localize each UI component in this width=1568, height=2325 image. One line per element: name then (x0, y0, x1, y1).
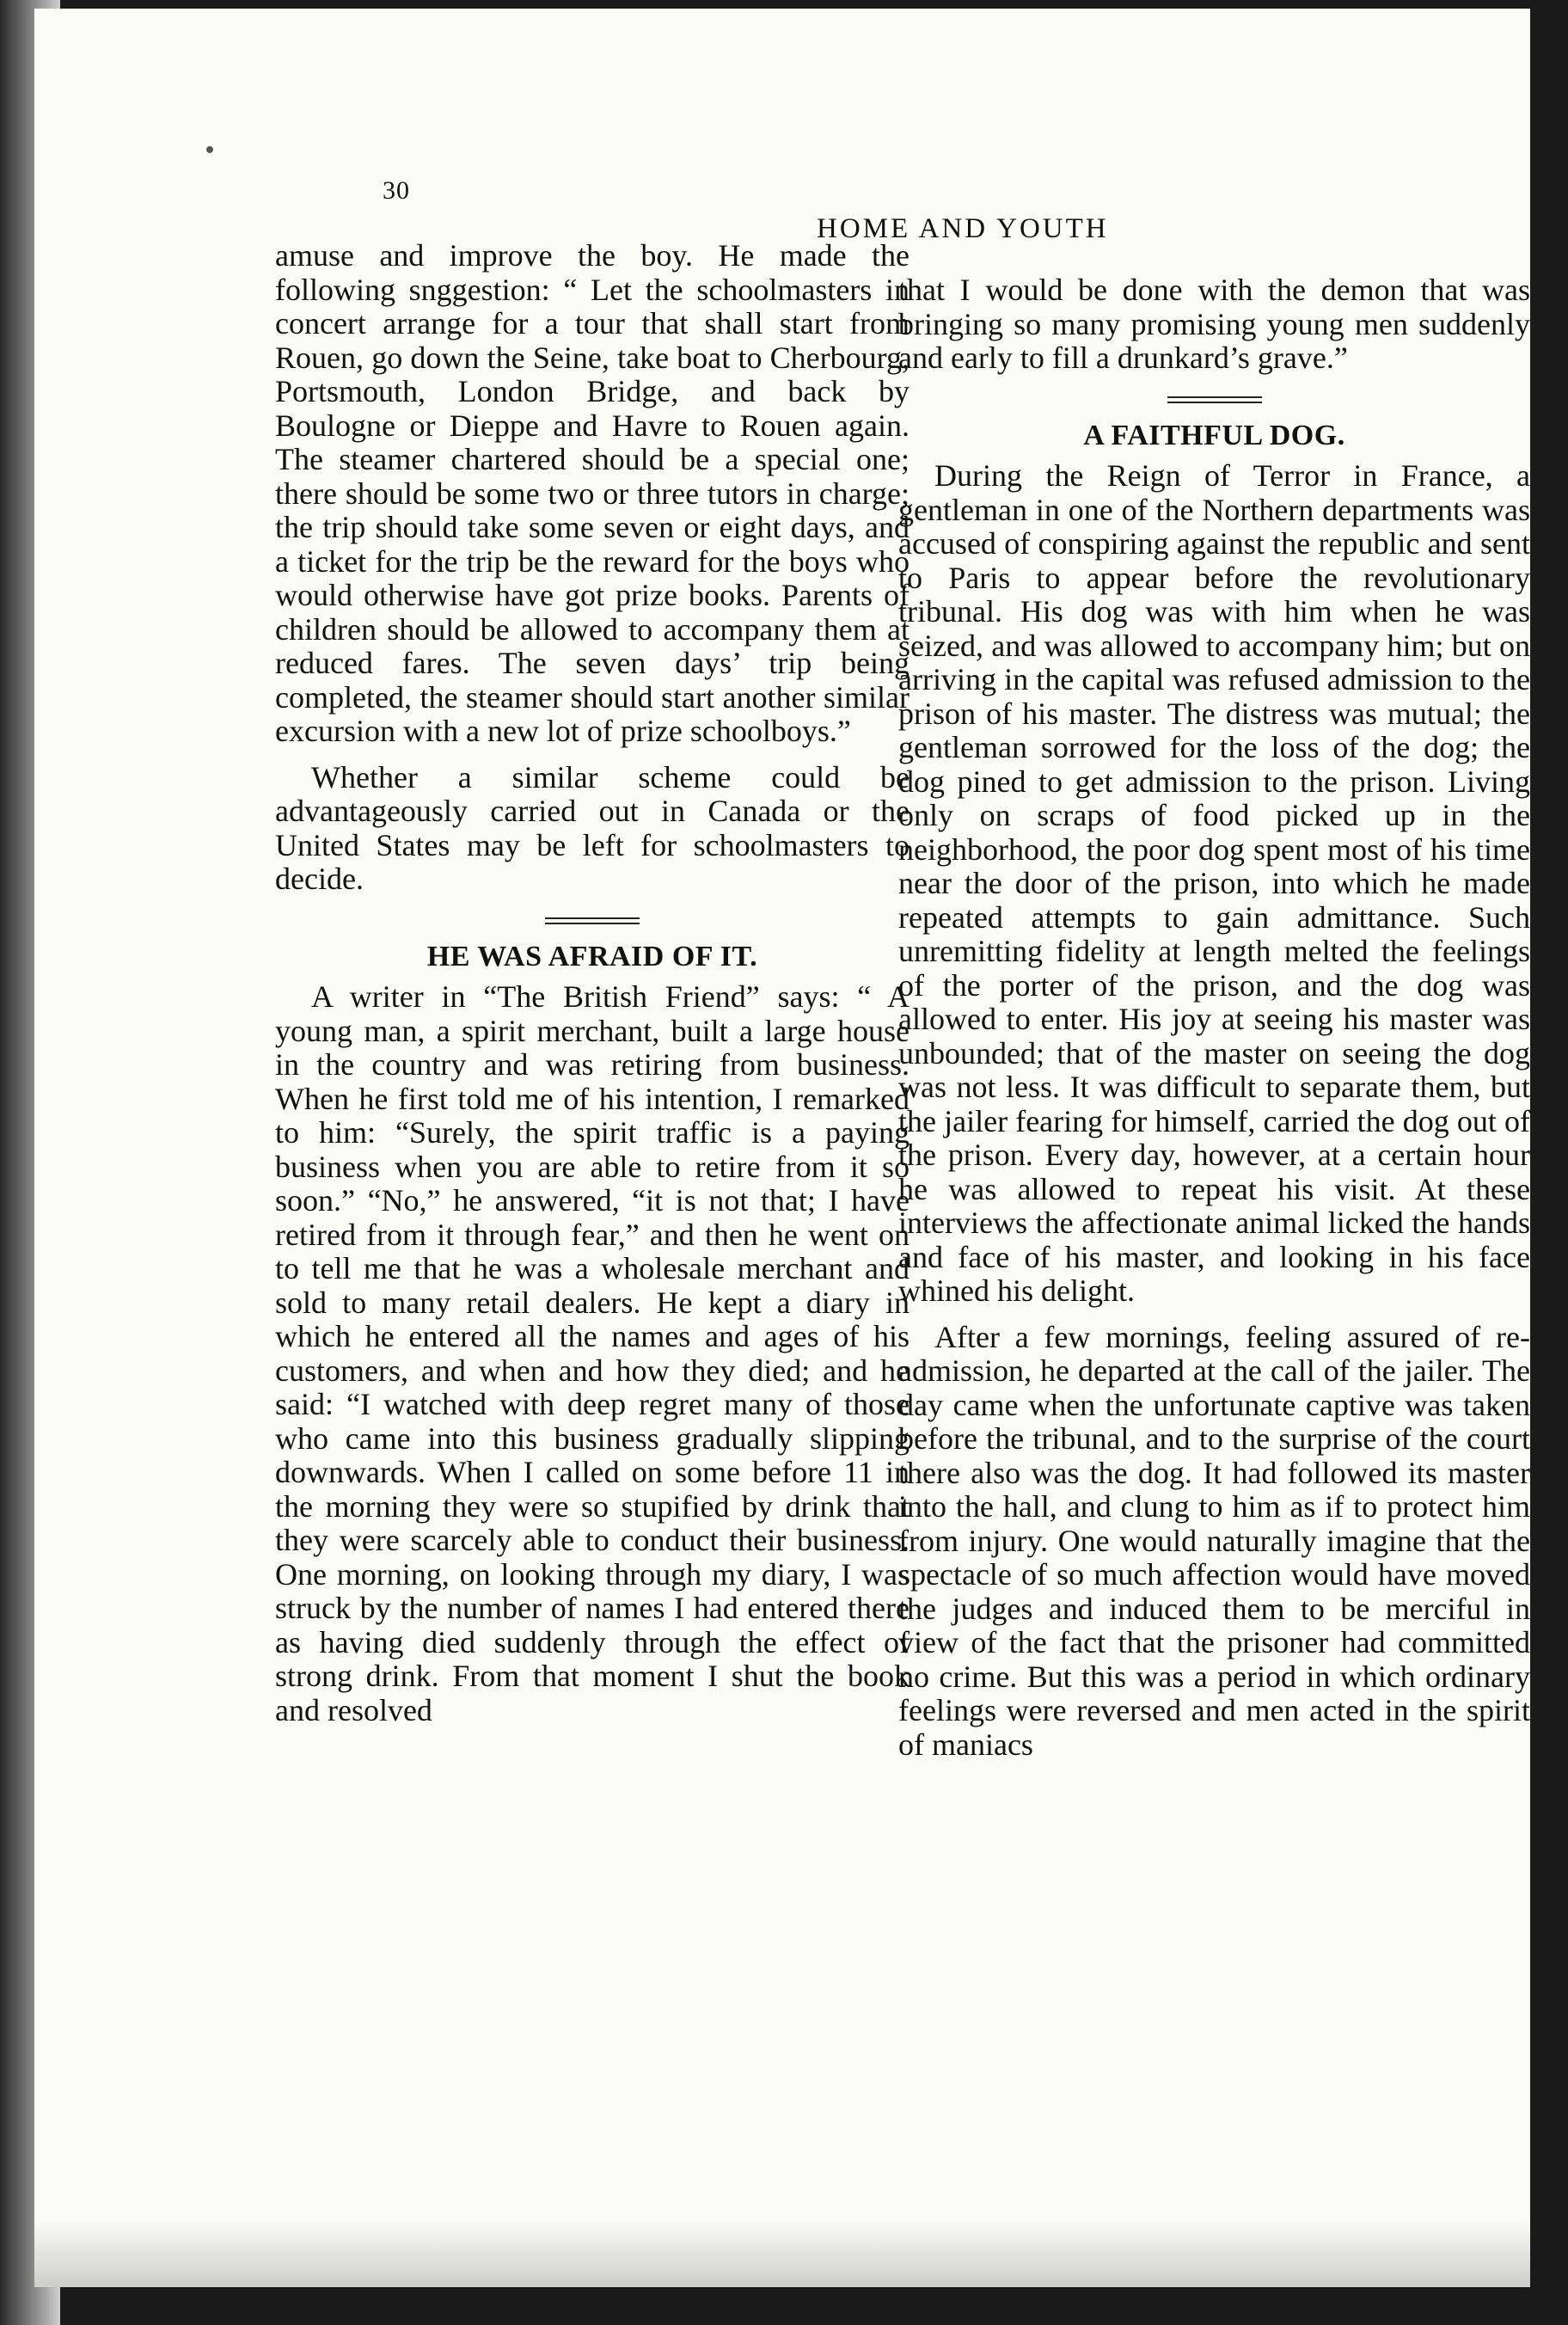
left-column (275, 239, 910, 1727)
paragraph-continued: amuse and improve the boy. He made the following snggestion: “ Let the schoolmasters in concert arrange for a tour that shall start from Rouen, go down the Seine, take boat to Cherbourg, Portsmouth, London Bridge, and back by Boulogne or Dieppe and Havre to Rouen again. The steamer chartered should be a special one; there should be some two or three tutors in charge; the trip should take some seven or eight days, and a ticket for the trip be the reward for the boys who would otherwise have got prize books. Parents of children should be allowed to accompany them at reduced fares. The seven days’ trip being completed, the steamer should start another similar excursion with a new lot of prize schoolboys.” (275, 238, 910, 748)
paragraph: After a few mornings, feeling assured of re-admission, he departed at the call of the jailer. The day came when the unfortunate captive was taken before the tribunal, and to the surprise of the court there also was the dog. It had followed its master into the hall, and clung to him as if to protect him from injury. One would naturally imagine that the spectacle of so much affection would have moved the judges and induced them to be merciful in view of the fact that the prisoner had committed no crime. But this was a period in which ordinary feelings were reversed and men acted in the spirit of maniacs (898, 1319, 1530, 1762)
paragraph: A writer in “The British Friend” says: “ A young man, a spirit merchant, built a large house in the country and was retiring from business. When he first told me of his intention, I remarked to him: “Surely, the spirit traffic is a paying business when you are able to retire from it so soon.” “No,” he answered, “it is not that; I have retired from it through fear,” and then he went on to tell me that he was a wholesale merchant and sold to many retail dealers. He kept a diary in which he entered all the names and ages of his customers, and when and how they died; and he said: “I watched with deep regret many of those who came into this business gradually slipping downwards. When I called on some before 11 in the morning they were so stupified by drink that they were scarcely able to conduct their business. One morning, on looking through my diary, I was struck by the number of names I had entered there as having died suddenly through the effect of strong drink. From that moment I shut the book and resolved (275, 979, 910, 1727)
section-divider (1167, 396, 1262, 403)
paragraph-continued: that I would be done with the demon that was bringing so many promising young men suddenly and early to fill a drunkard’s grave.” (898, 273, 1530, 375)
paragraph: During the Reign of Terror in France, a gentleman in one of the Northern departments was accused of conspiring against the republic and sent to Paris to appear before the revolutionary tribunal. His dog was with him when he was seized, and was allowed to accompany him; but on arriving in the capital was refused admission to the prison of his master. The distress was mutual; the gentleman sorrowed for the loss of the dog; the dog pined to get admission to the prison. Living only on scraps of food picked up in the neighborhood, the poor dog spent most of his time near the door of the prison, into which he made repeated attempts to gain admittance. Such unremitting fidelity at length melted the feelings of the porter of the prison, and the dog was allowed to enter. His joy at seeing his master was unbounded; that of the master on seeing the dog was not less. It was difficult to separate them, but the jailer fearing for himself, carried the dog out of the prison. Every day, however, at a certain hour he was allowed to repeat his visit. At these interviews the affectionate animal licked the hands and face of his master, and looking in his face whined his delight. (898, 458, 1530, 1308)
article-heading: A FAITHFUL DOG. (1083, 419, 1345, 451)
paragraph: Whether a similar scheme could be advantageously carried out in Canada or the United States may be left for schoolmasters to decide. (275, 759, 910, 896)
ink-speck (206, 146, 213, 153)
article-heading: HE WAS AFRAID OF IT. (426, 940, 758, 972)
running-head: HOME AND YOUTH (817, 213, 1109, 244)
page-number: 30 (383, 176, 410, 205)
right-column (898, 273, 1530, 1762)
section-divider (545, 917, 640, 924)
